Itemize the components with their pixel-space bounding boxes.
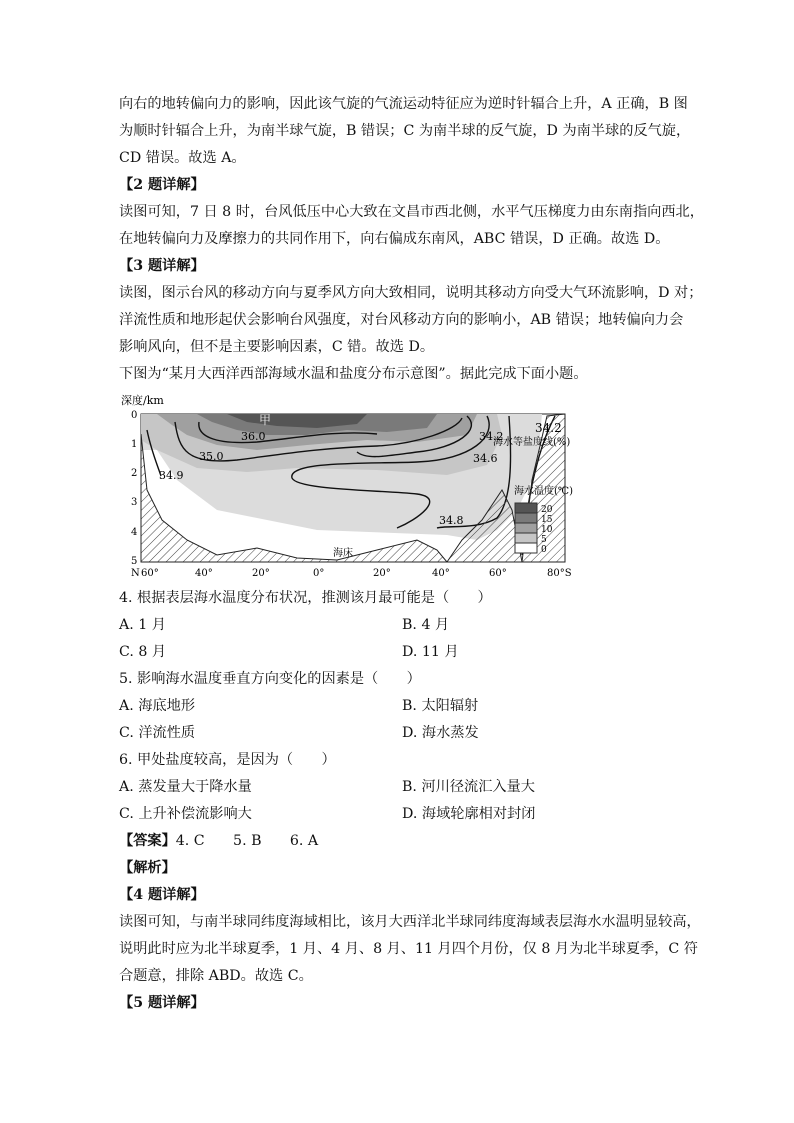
y-tick: 3 [131,497,138,508]
x-tick: 60° [141,568,159,579]
paragraph-line: CD 错误。故选 A。 [119,150,246,166]
answer-label: 【答案】 [119,833,176,849]
x-tick: 40° [195,568,213,579]
x-tick: 60° [489,568,507,579]
x-tick: 40° [432,568,450,579]
x-tick: 80°S [547,568,572,579]
ocean-section-svg [117,390,587,580]
temp-legend-swatches [515,503,537,553]
legend-swatch [515,503,537,513]
y-tick: 4 [131,527,138,538]
isohaline-label: 34.9 [159,469,184,482]
legend-value: 10 [541,525,553,535]
section-heading: 【5 题详解】 [119,995,205,1011]
option-c: C. 上升补偿流影响大 [119,806,252,822]
x-tick: 0° [313,568,325,579]
x-tick: 20° [373,568,391,579]
legend-swatch [515,513,537,523]
legend-value: 5 [541,535,547,545]
paragraph-line: 说明此时应为北半球夏季，1 月、4 月、8 月、11 月四个月份，仅 8 月为北半球夏季，C 符 [119,941,698,957]
y-tick: 1 [131,439,138,450]
question-6: 6. 甲处盐度较高，是因为（ ） [119,752,336,768]
option-d: D. 海域轮廓相对封闭 [402,806,536,822]
option-c: C. 8 月 [119,644,167,660]
option-d: D. 海水蒸发 [402,725,479,741]
option-b: B. 河川径流汇入量大 [402,779,535,795]
isohaline-label: 35.0 [199,450,224,463]
y-axis-title: 深度/km [121,394,164,407]
question-5: 5. 影响海水温度垂直方向变化的因素是（ ） [119,671,421,687]
isohaline-label: 34.8 [439,514,464,527]
paragraph-line: 读图可知，与南半球同纬度海域相比，该月大西洋北半球同纬度海域表层海水水温明显较高， [119,914,701,930]
paragraph-line: 读图，图示台风的移动方向与夏季风方向大致相同，说明其移动方向受大气环流影响，D 对； [119,285,703,301]
option-b: B. 太阳辐射 [402,698,479,714]
isohaline-label: 36.0 [241,430,266,443]
option-b: B. 4 月 [402,617,450,633]
question-4: 4. 根据表层海水温度分布状况，推测该月最可能是（ ） [119,590,492,606]
paragraph-line: 影响风向，但不是主要影响因素，C 错。故选 D。 [119,339,435,355]
analysis-heading: 【解析】 [119,860,176,876]
temp-legend-title: 海水温度(℃) [514,486,573,497]
y-tick: 2 [131,468,138,479]
legend-swatch [515,543,537,553]
legend-swatch [515,523,537,533]
section-heading: 【3 题详解】 [119,258,205,274]
option-a: A. 海底地形 [119,698,196,714]
region-label-jia: 甲 [259,413,272,427]
figure-intro: 下图为“某月大西洋西部海域水温和盐度分布示意图”。据此完成下面小题。 [119,366,588,382]
ocean-section-figure [117,390,587,580]
y-tick: 5 [131,556,138,567]
isohaline-label: 34.2 [535,421,562,435]
answer-line [119,828,318,855]
paragraph-line: 为顺时针辐合上升，为南半球气旋，B 错误；C 为南半球的反气旋，D 为南半球的反气旋， [119,123,691,139]
section-heading: 【2 题详解】 [119,177,205,193]
x-tick: N [131,568,140,579]
legend-value: 0 [541,545,547,555]
isohaline-label: 34.2 [479,430,504,443]
isohaline-label: 34.6 [473,452,498,465]
option-d: D. 11 月 [402,644,459,660]
x-tick: 20° [252,568,270,579]
legend-value: 15 [541,515,553,525]
paragraph-line: 洋流性质和地形起伏会影响台风强度，对台风移动方向的影响小，AB 错误；地转偏向力会 [119,312,684,328]
option-c: C. 洋流性质 [119,725,196,741]
legend-swatch [515,533,537,543]
seabed-label: 海床 [333,548,353,559]
paragraph-line: 在地转偏向力及摩擦力的共同作用下，向右偏成东南风，ABC 错误，D 正确。故选 D。 [119,231,670,247]
section-heading: 【4 题详解】 [119,887,205,903]
answer-values: 4. C 5. B 6. A [175,833,319,849]
paragraph-line: 合题意，排除 ABD。故选 C。 [119,968,313,984]
y-tick: 0 [131,410,138,421]
isohaline-legend: 海水等盐度线(%) [493,437,571,448]
paragraph-line: 向右的地转偏向力的影响，因此该气旋的气流运动特征应为逆时针辐合上升，A 正确，B 图 [119,96,688,112]
option-a: A. 蒸发量大于降水量 [119,779,252,795]
option-a: A. 1 月 [119,617,166,633]
paragraph-line: 读图可知，7 日 8 时，台风低压中心大致在文昌市西北侧，水平气压梯度力由东南指向西北， [119,204,704,220]
legend-value: 20 [541,505,553,515]
